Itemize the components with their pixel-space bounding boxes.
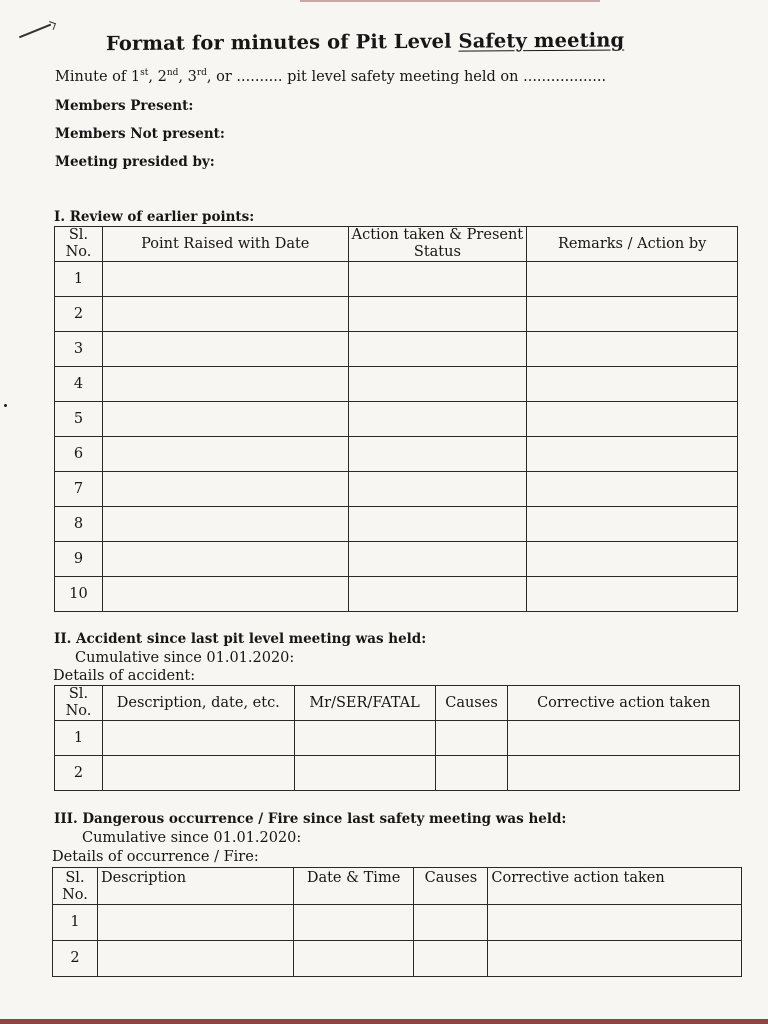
section3-heading: III. Dangerous occurrence / Fire since last safety meeting was held: bbox=[54, 811, 567, 827]
col-header-sl-no: Sl. No. bbox=[53, 868, 98, 905]
table-row bbox=[55, 437, 738, 472]
input-cell[interactable] bbox=[488, 941, 742, 977]
table-row bbox=[55, 756, 740, 791]
table-row bbox=[55, 367, 738, 402]
input-cell[interactable] bbox=[488, 905, 742, 941]
col-header-corrective-action: Corrective action taken bbox=[508, 686, 740, 721]
input-cell[interactable] bbox=[348, 507, 527, 542]
input-cell[interactable] bbox=[102, 756, 294, 791]
members-not-present-label: Members Not present: bbox=[55, 126, 225, 142]
input-cell[interactable] bbox=[102, 332, 348, 367]
section2-heading: II. Accident since last pit level meeting was held: bbox=[54, 631, 427, 647]
input-cell[interactable] bbox=[102, 472, 348, 507]
input-cell[interactable] bbox=[508, 721, 740, 756]
input-cell[interactable] bbox=[527, 367, 738, 402]
col-header-date-time: Date & Time bbox=[293, 868, 414, 905]
input-cell[interactable] bbox=[527, 507, 738, 542]
input-cell[interactable] bbox=[294, 756, 435, 791]
input-cell[interactable] bbox=[348, 332, 527, 367]
document-title: Format for minutes of Pit Level Safety meeting bbox=[105, 28, 625, 56]
input-cell[interactable] bbox=[102, 297, 348, 332]
input-cell[interactable] bbox=[348, 437, 527, 472]
input-cell[interactable] bbox=[102, 367, 348, 402]
input-cell[interactable] bbox=[348, 577, 527, 612]
input-cell[interactable] bbox=[102, 262, 348, 297]
table-row bbox=[55, 332, 738, 367]
table-header-row bbox=[55, 686, 740, 721]
input-cell[interactable] bbox=[348, 262, 527, 297]
row-number: 2 bbox=[53, 941, 98, 977]
row-number: 4 bbox=[55, 367, 103, 402]
top-edge-mark bbox=[300, 0, 600, 2]
section3-cumulative: Cumulative since 01.01.2020: bbox=[82, 830, 302, 846]
review-table bbox=[54, 226, 738, 612]
table-row bbox=[55, 507, 738, 542]
occurrence-table bbox=[52, 867, 742, 977]
input-cell[interactable] bbox=[102, 721, 294, 756]
table-row bbox=[53, 941, 742, 977]
input-cell[interactable] bbox=[294, 721, 435, 756]
input-cell[interactable] bbox=[97, 941, 293, 977]
col-header-description: Description, date, etc. bbox=[102, 686, 294, 721]
input-cell[interactable] bbox=[527, 402, 738, 437]
col-header-sl-no: Sl. No. bbox=[55, 227, 103, 262]
input-cell[interactable] bbox=[527, 297, 738, 332]
table-header-row bbox=[53, 868, 742, 905]
input-cell[interactable] bbox=[527, 332, 738, 367]
pen-stroke-tip bbox=[47, 21, 56, 30]
row-number: 9 bbox=[55, 542, 103, 577]
row-number: 7 bbox=[55, 472, 103, 507]
input-cell[interactable] bbox=[527, 472, 738, 507]
input-cell[interactable] bbox=[414, 941, 488, 977]
col-header-action-taken: Action taken & Present Status bbox=[348, 227, 527, 262]
input-cell[interactable] bbox=[414, 905, 488, 941]
row-number: 6 bbox=[55, 437, 103, 472]
input-cell[interactable] bbox=[527, 577, 738, 612]
input-cell[interactable] bbox=[435, 721, 508, 756]
row-number: 2 bbox=[55, 756, 103, 791]
row-number: 5 bbox=[55, 402, 103, 437]
col-header-causes: Causes bbox=[435, 686, 508, 721]
table-row bbox=[55, 577, 738, 612]
input-cell[interactable] bbox=[102, 542, 348, 577]
input-cell[interactable] bbox=[102, 577, 348, 612]
row-number: 1 bbox=[55, 721, 103, 756]
section2-cumulative: Cumulative since 01.01.2020: bbox=[75, 650, 295, 666]
members-present-label: Members Present: bbox=[55, 98, 194, 114]
input-cell[interactable] bbox=[293, 941, 414, 977]
row-number: 1 bbox=[55, 262, 103, 297]
input-cell[interactable] bbox=[527, 542, 738, 577]
meeting-presided-label: Meeting presided by: bbox=[55, 154, 215, 170]
intro-line: Minute of 1st, 2nd, 3rd, or .......... pit level safety meeting held on .................. bbox=[55, 68, 607, 85]
col-header-corrective-action: Corrective action taken bbox=[488, 868, 742, 905]
stray-mark bbox=[4, 404, 7, 407]
input-cell[interactable] bbox=[508, 756, 740, 791]
table-row bbox=[53, 905, 742, 941]
row-number: 3 bbox=[55, 332, 103, 367]
col-header-description: Description bbox=[97, 868, 293, 905]
input-cell[interactable] bbox=[527, 437, 738, 472]
table-row bbox=[55, 262, 738, 297]
table-row bbox=[55, 402, 738, 437]
table-row bbox=[55, 297, 738, 332]
col-header-causes: Causes bbox=[414, 868, 488, 905]
input-cell[interactable] bbox=[348, 472, 527, 507]
bottom-edge-mark bbox=[0, 1019, 768, 1024]
row-number: 2 bbox=[55, 297, 103, 332]
input-cell[interactable] bbox=[97, 905, 293, 941]
col-header-sl-no: Sl. No. bbox=[55, 686, 103, 721]
accident-table bbox=[54, 685, 740, 791]
row-number: 8 bbox=[55, 507, 103, 542]
pen-stroke-mark bbox=[19, 24, 51, 38]
input-cell[interactable] bbox=[527, 262, 738, 297]
table-header-row bbox=[55, 227, 738, 262]
input-cell[interactable] bbox=[102, 402, 348, 437]
input-cell[interactable] bbox=[102, 507, 348, 542]
input-cell[interactable] bbox=[348, 402, 527, 437]
table-row bbox=[55, 542, 738, 577]
input-cell[interactable] bbox=[435, 756, 508, 791]
col-header-severity: Mr/SER/FATAL bbox=[294, 686, 435, 721]
input-cell[interactable] bbox=[348, 297, 527, 332]
input-cell[interactable] bbox=[348, 542, 527, 577]
table-row bbox=[55, 472, 738, 507]
input-cell[interactable] bbox=[102, 437, 348, 472]
row-number: 10 bbox=[55, 577, 103, 612]
section1-heading: I. Review of earlier points: bbox=[54, 209, 255, 225]
row-number: 1 bbox=[53, 905, 98, 941]
col-header-remarks: Remarks / Action by bbox=[527, 227, 738, 262]
input-cell[interactable] bbox=[348, 367, 527, 402]
section2-details-label: Details of accident: bbox=[53, 668, 196, 684]
section3-details-label: Details of occurrence / Fire: bbox=[52, 849, 259, 865]
col-header-point-raised: Point Raised with Date bbox=[102, 227, 348, 262]
input-cell[interactable] bbox=[293, 905, 414, 941]
table-row bbox=[55, 721, 740, 756]
